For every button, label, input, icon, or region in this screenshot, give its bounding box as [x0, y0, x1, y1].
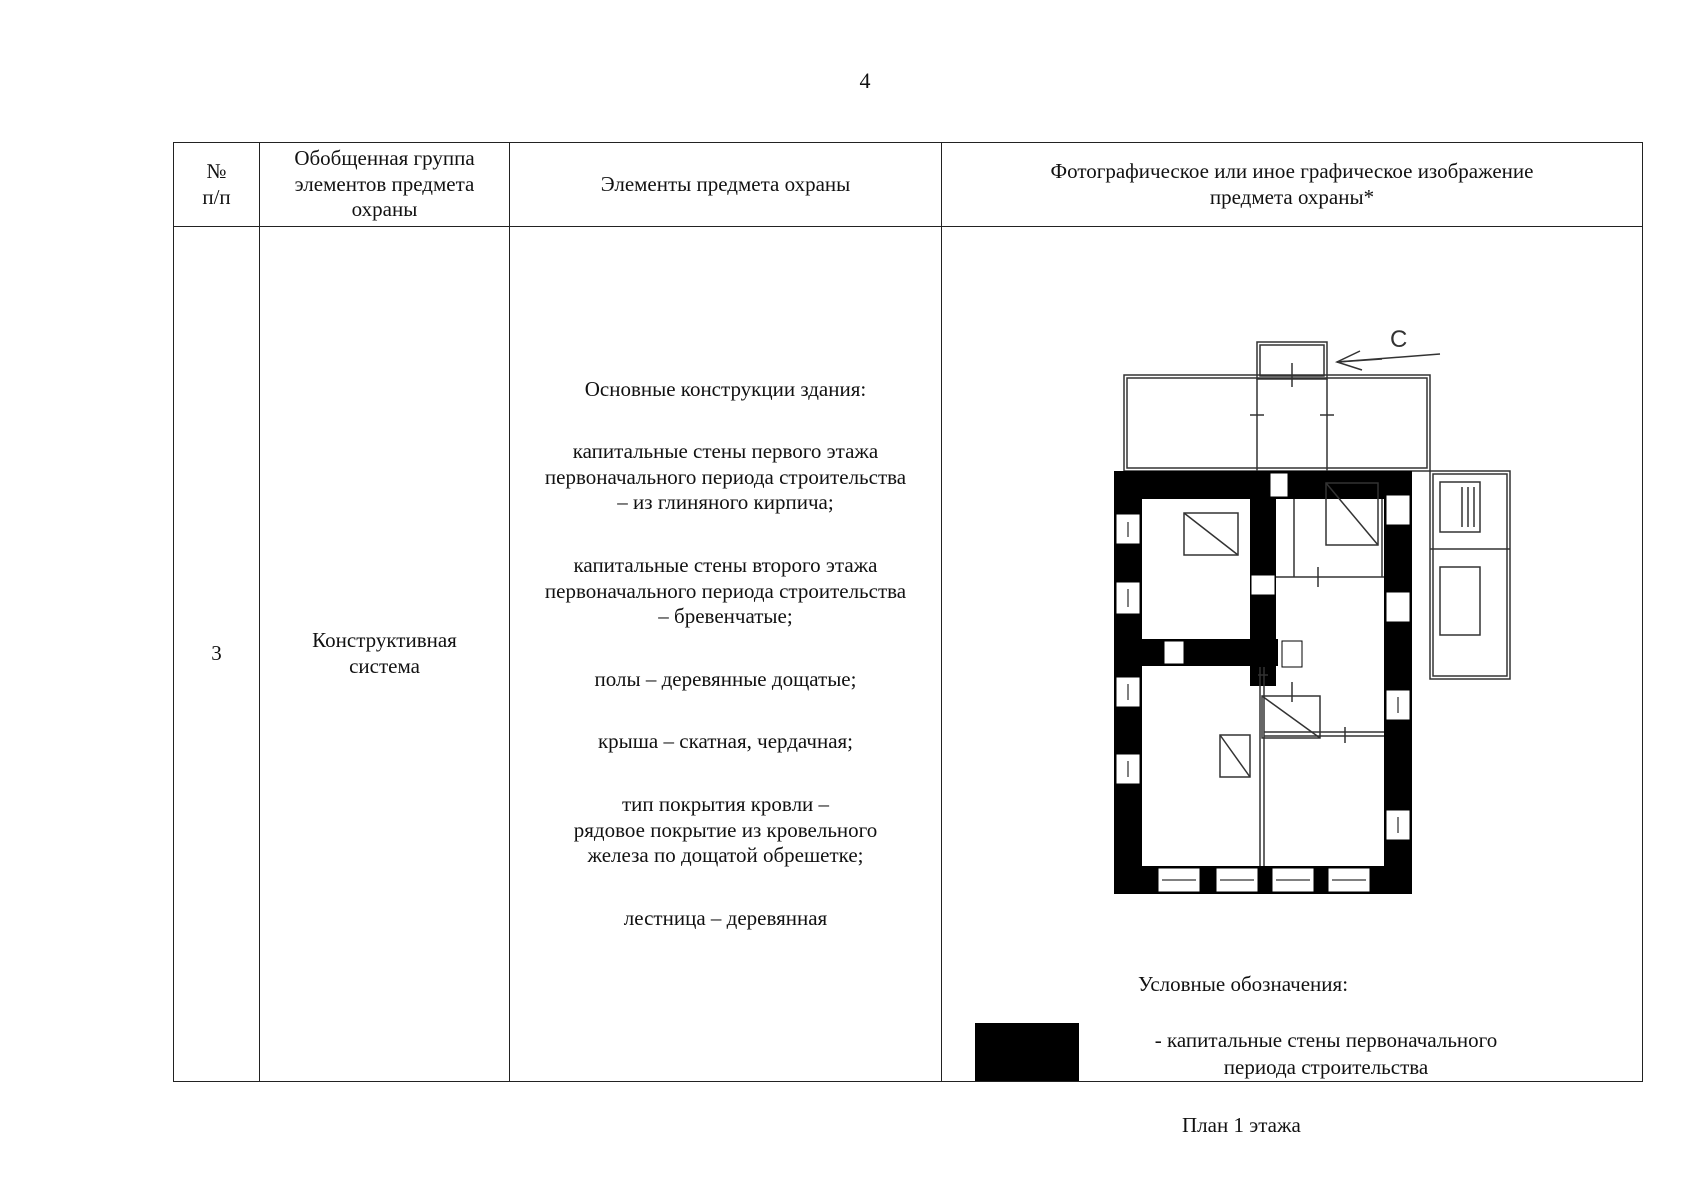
row-elements — [510, 227, 942, 1082]
header-group: Обобщенная группа элементов предмета охраны — [260, 143, 510, 227]
capital-walls — [1114, 471, 1412, 894]
element-line: железа по дощатой обрешетке; — [587, 843, 864, 868]
east-annex-outline — [1430, 471, 1510, 679]
legend-title: Условные обозначения: — [1138, 972, 1349, 996]
row-number: 3 — [174, 227, 260, 1082]
north-arrow-icon — [1337, 351, 1440, 370]
element-line: лестница – деревянная — [623, 905, 828, 930]
element-line: – бревенчатые; — [658, 604, 793, 629]
element-line: рядовое покрытие из кровельного — [573, 817, 878, 842]
row-image — [942, 227, 1643, 1137]
plan-caption: План 1 этажа — [1182, 1113, 1301, 1137]
north-veranda-outline — [1124, 375, 1430, 471]
element-line: капитальные стены второго этажа — [573, 552, 878, 577]
element-line: – из глиняного кирпича; — [617, 490, 834, 515]
elements-list — [516, 377, 935, 932]
element-line: тип покрытия кровли – — [621, 792, 830, 817]
header-elements: Элементы предмета охраны — [510, 143, 942, 227]
floor-plan-drawing — [942, 227, 1602, 1082]
element-line: Основные конструкции здания: — [584, 376, 867, 401]
element-line: первоначального периода строительства — [544, 578, 907, 603]
legend-swatch — [975, 1023, 1079, 1081]
table-header-row — [174, 143, 1643, 227]
element-line: крыша – скатная, чердачная; — [597, 729, 854, 754]
header-image: Фотографическое или иное графическое изображение предмета охраны* — [942, 143, 1643, 227]
table-row — [174, 227, 1643, 1082]
north-label: С — [1390, 326, 1408, 353]
element-line: капитальные стены первого этажа — [572, 439, 879, 464]
heritage-table — [173, 142, 1643, 1137]
element-line: первоначального периода строительства — [544, 464, 907, 489]
legend-text: - капитальные стены первоначального периода строительства — [1154, 1028, 1498, 1080]
row-group: Конструктивная система — [260, 227, 510, 1082]
header-num: № п/п — [174, 143, 260, 227]
element-line: полы – деревянные дощатые; — [594, 666, 857, 691]
page-number: 4 — [859, 68, 871, 93]
